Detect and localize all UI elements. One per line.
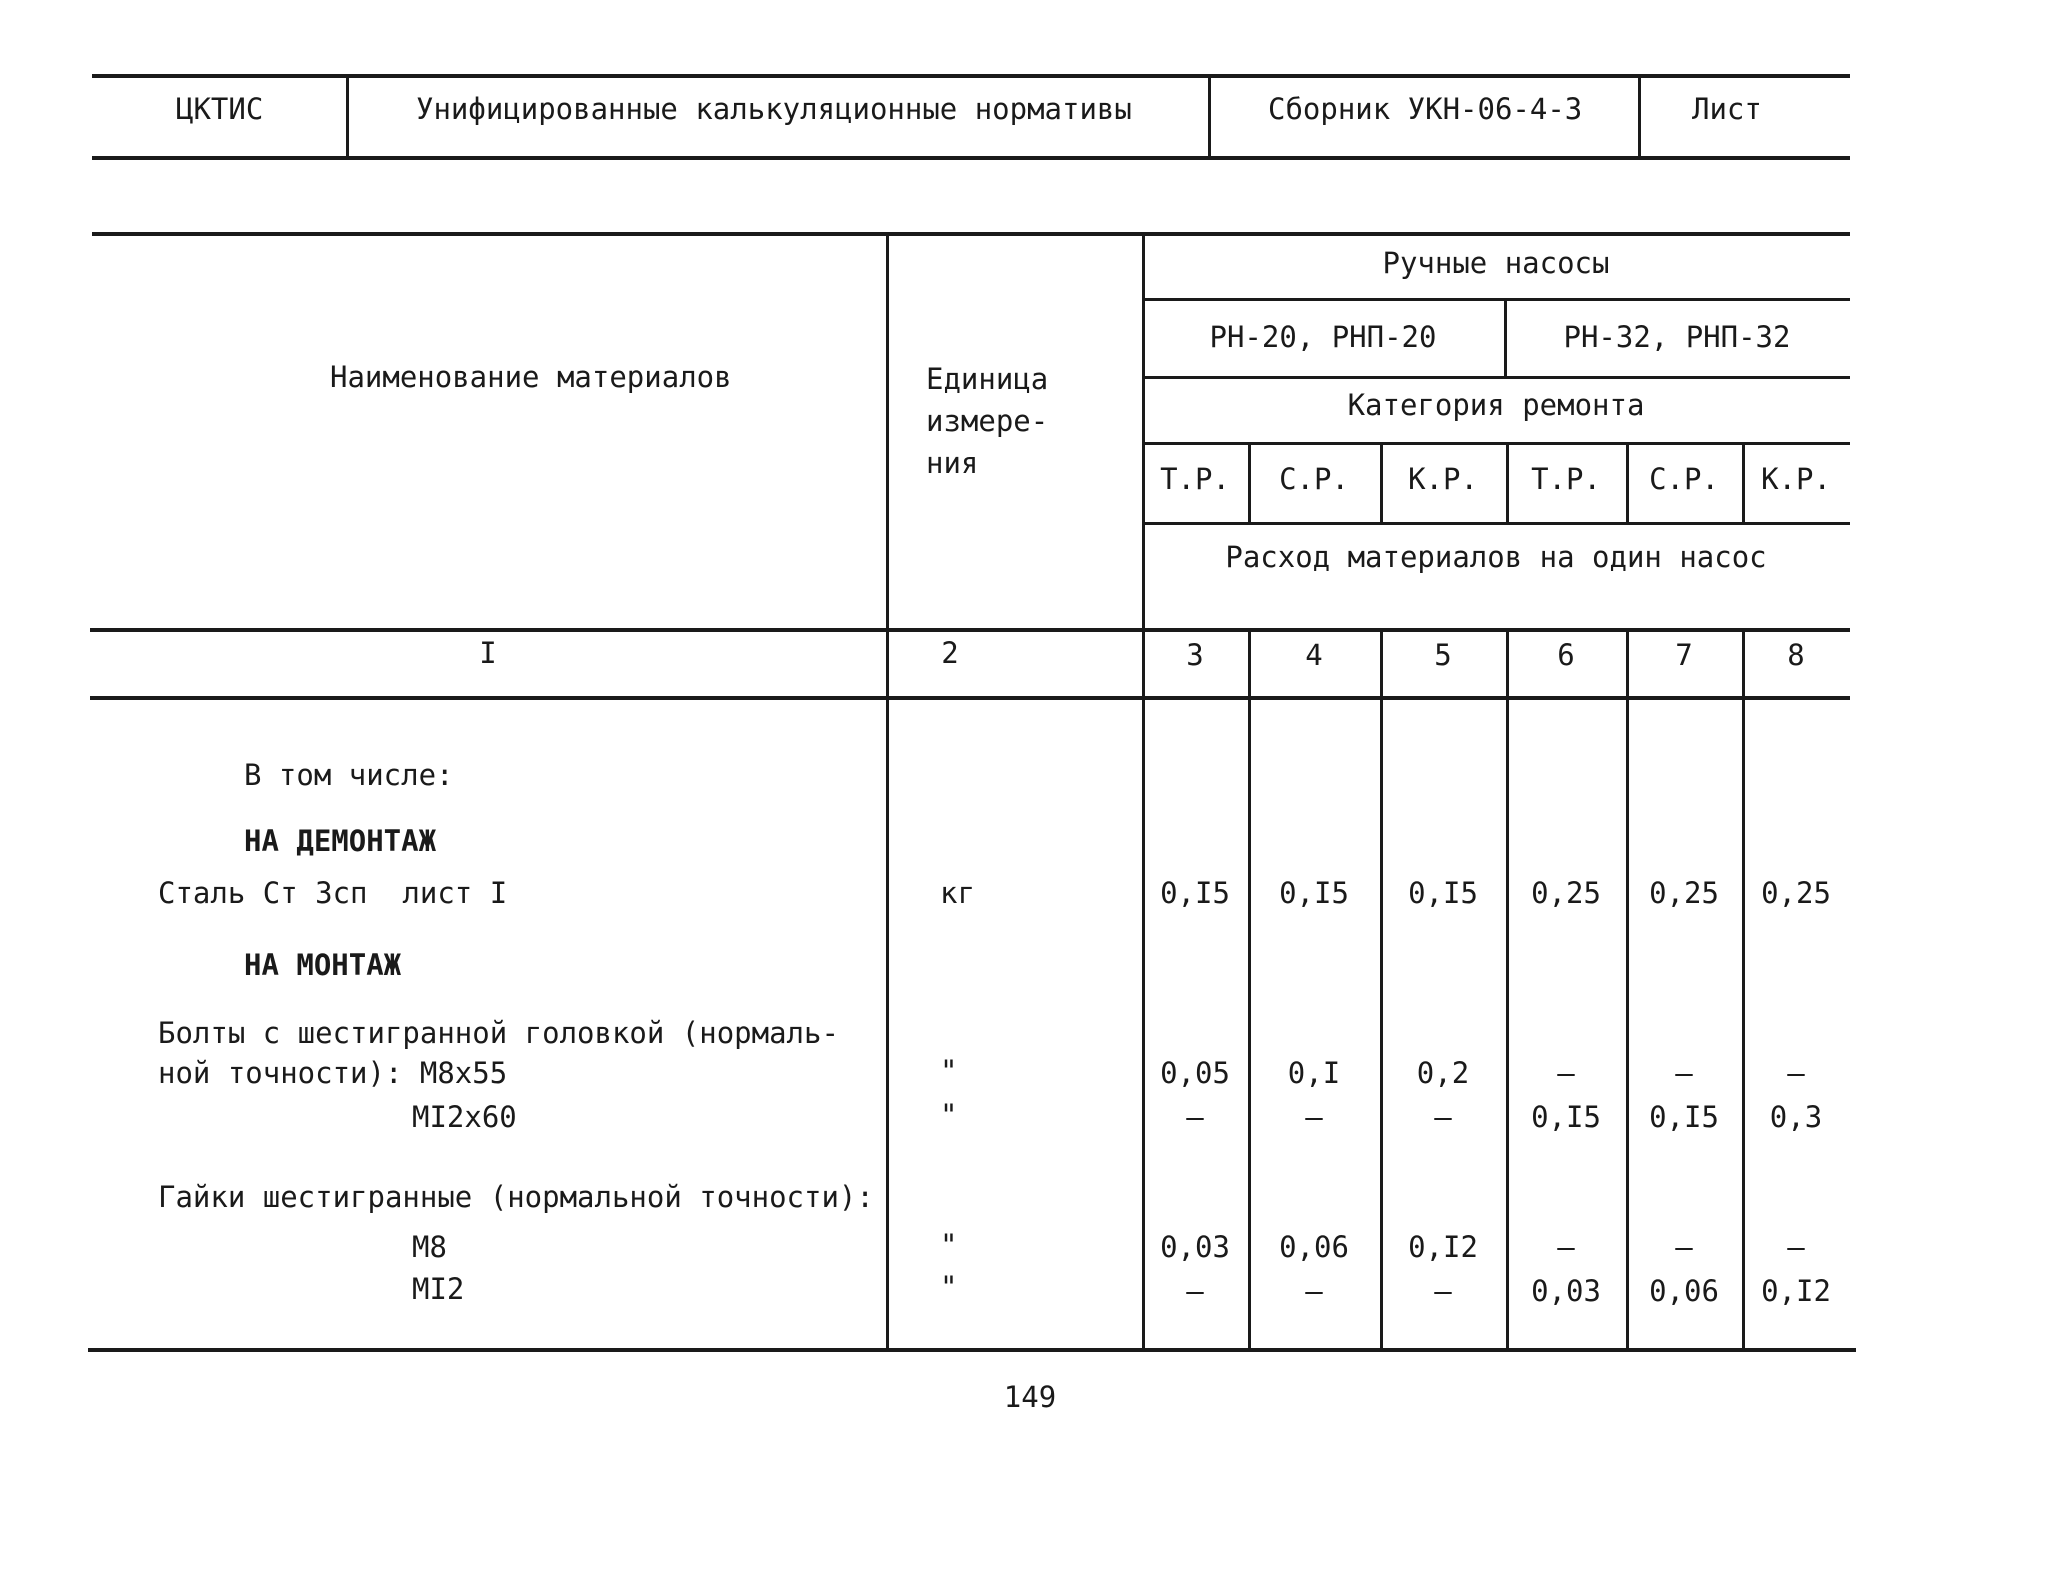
- steel-value: 0,25: [1531, 876, 1601, 910]
- category-sr-2: С.Р.: [1649, 462, 1719, 496]
- nuts-m8-value: 0,03: [1160, 1230, 1230, 1264]
- col-number-1: I: [479, 636, 497, 670]
- subgroup-2: РН-32, РНП-32: [1563, 320, 1791, 354]
- nuts-m8-name: М8: [412, 1230, 447, 1264]
- category-kr-1: К.Р.: [1408, 462, 1478, 496]
- including-label: В том числе:: [244, 758, 454, 792]
- col-number-5: 5: [1434, 638, 1452, 672]
- nuts-m12-unit: ": [940, 1270, 958, 1304]
- header-end-rule: [90, 628, 1850, 632]
- mounting-label: НА МОНТАЖ: [244, 948, 402, 982]
- steel-value: 0,25: [1649, 876, 1719, 910]
- col-divider-1: [886, 234, 889, 1348]
- bolts-m8-value: –: [1675, 1056, 1693, 1090]
- category-rule: [1142, 522, 1850, 525]
- nuts-title: Гайки шестигранные (нормальной точности):: [158, 1180, 874, 1214]
- bolts-m12-value: 0,3: [1769, 1100, 1823, 1134]
- bolts-m8-value: 0,2: [1416, 1056, 1470, 1090]
- steel-name: Сталь Ст 3сп лист I: [158, 876, 508, 910]
- nuts-m8-value: –: [1675, 1230, 1693, 1264]
- consumption-label: Расход материалов на один насос: [1225, 540, 1767, 574]
- col-number-3: 3: [1186, 638, 1204, 672]
- bolts-m8-value: 0,I: [1287, 1056, 1341, 1090]
- nuts-m12-name: МI2: [412, 1272, 465, 1306]
- col2-header-line2: измере-: [926, 404, 1049, 438]
- category-kr-2: К.Р.: [1761, 462, 1831, 496]
- bolts-line2: ной точности): М8х55: [158, 1056, 508, 1090]
- nuts-m8-value: –: [1787, 1230, 1805, 1264]
- header-collection: Сборник УКН-06-4-3: [1268, 92, 1583, 126]
- subgroup-rule: [1142, 376, 1850, 379]
- category-label: Категория ремонта: [1347, 388, 1645, 422]
- bolts-m12-value: 0,I5: [1531, 1100, 1601, 1134]
- header-divider: [1638, 76, 1641, 156]
- nuts-m8-unit: ": [940, 1228, 958, 1262]
- nuts-m12-value: 0,I2: [1761, 1274, 1831, 1308]
- subgroup-1: РН-20, РНП-20: [1209, 320, 1437, 354]
- category-tr-2: Т.Р.: [1531, 462, 1601, 496]
- header-top-rule: [92, 74, 1850, 78]
- bolts-m12-value: –: [1186, 1100, 1204, 1134]
- bolts-line1: Болты с шестигранной головкой (нормаль-: [158, 1016, 839, 1050]
- col-number-6: 6: [1557, 638, 1575, 672]
- bolts-m8-value: –: [1557, 1056, 1575, 1090]
- category-sr-1: С.Р.: [1279, 462, 1349, 496]
- nuts-m12-value: –: [1186, 1274, 1204, 1308]
- bolts-m12-value: –: [1434, 1100, 1452, 1134]
- group-header: Ручные насосы: [1382, 246, 1610, 280]
- numbers-rule: [90, 696, 1850, 700]
- steel-value: 0,25: [1761, 876, 1831, 910]
- col-number-8: 8: [1787, 638, 1805, 672]
- group-rule: [1142, 298, 1850, 301]
- table-bottom-rule: [88, 1348, 1856, 1352]
- category-tr-1: Т.Р.: [1160, 462, 1230, 496]
- col1-header: Наименование материалов: [330, 360, 732, 394]
- bolts-m8-unit: ": [940, 1054, 958, 1088]
- nuts-m12-value: –: [1434, 1274, 1452, 1308]
- nuts-m12-value: 0,03: [1531, 1274, 1601, 1308]
- col2-header-line1: Единица: [926, 362, 1049, 396]
- nuts-m8-value: 0,I2: [1408, 1230, 1478, 1264]
- dismantling-label: НА ДЕМОНТАЖ: [244, 824, 437, 858]
- steel-value: 0,I5: [1408, 876, 1478, 910]
- col-number-7: 7: [1675, 638, 1693, 672]
- table-top-rule: [92, 232, 1850, 236]
- header-title: Унифицированные калькуляционные нормативы: [416, 92, 1132, 126]
- nuts-m8-value: 0,06: [1279, 1230, 1349, 1264]
- bolts-m12-value: –: [1305, 1100, 1323, 1134]
- steel-unit: кг: [940, 876, 975, 910]
- col-number-4: 4: [1305, 638, 1323, 672]
- header-sheet-label: Лист: [1692, 92, 1762, 126]
- nuts-m12-value: 0,06: [1649, 1274, 1719, 1308]
- nuts-m12-value: –: [1305, 1274, 1323, 1308]
- nuts-m8-value: –: [1557, 1230, 1575, 1264]
- steel-value: 0,I5: [1279, 876, 1349, 910]
- bolts-m12-unit: ": [940, 1098, 958, 1132]
- bolts-m12-name: МI2х60: [412, 1100, 517, 1134]
- steel-value: 0,I5: [1160, 876, 1230, 910]
- header-divider: [1208, 76, 1211, 156]
- header-org: ЦКТИС: [176, 92, 264, 126]
- col2-header-line3: ния: [926, 446, 979, 480]
- page-number: 149: [1003, 1380, 1057, 1414]
- header-divider: [346, 76, 349, 156]
- bolts-m8-value: 0,05: [1160, 1056, 1230, 1090]
- bolts-m12-value: 0,I5: [1649, 1100, 1719, 1134]
- bolts-m8-value: –: [1787, 1056, 1805, 1090]
- col-number-2: 2: [941, 636, 959, 670]
- header-bottom-rule: [92, 156, 1850, 160]
